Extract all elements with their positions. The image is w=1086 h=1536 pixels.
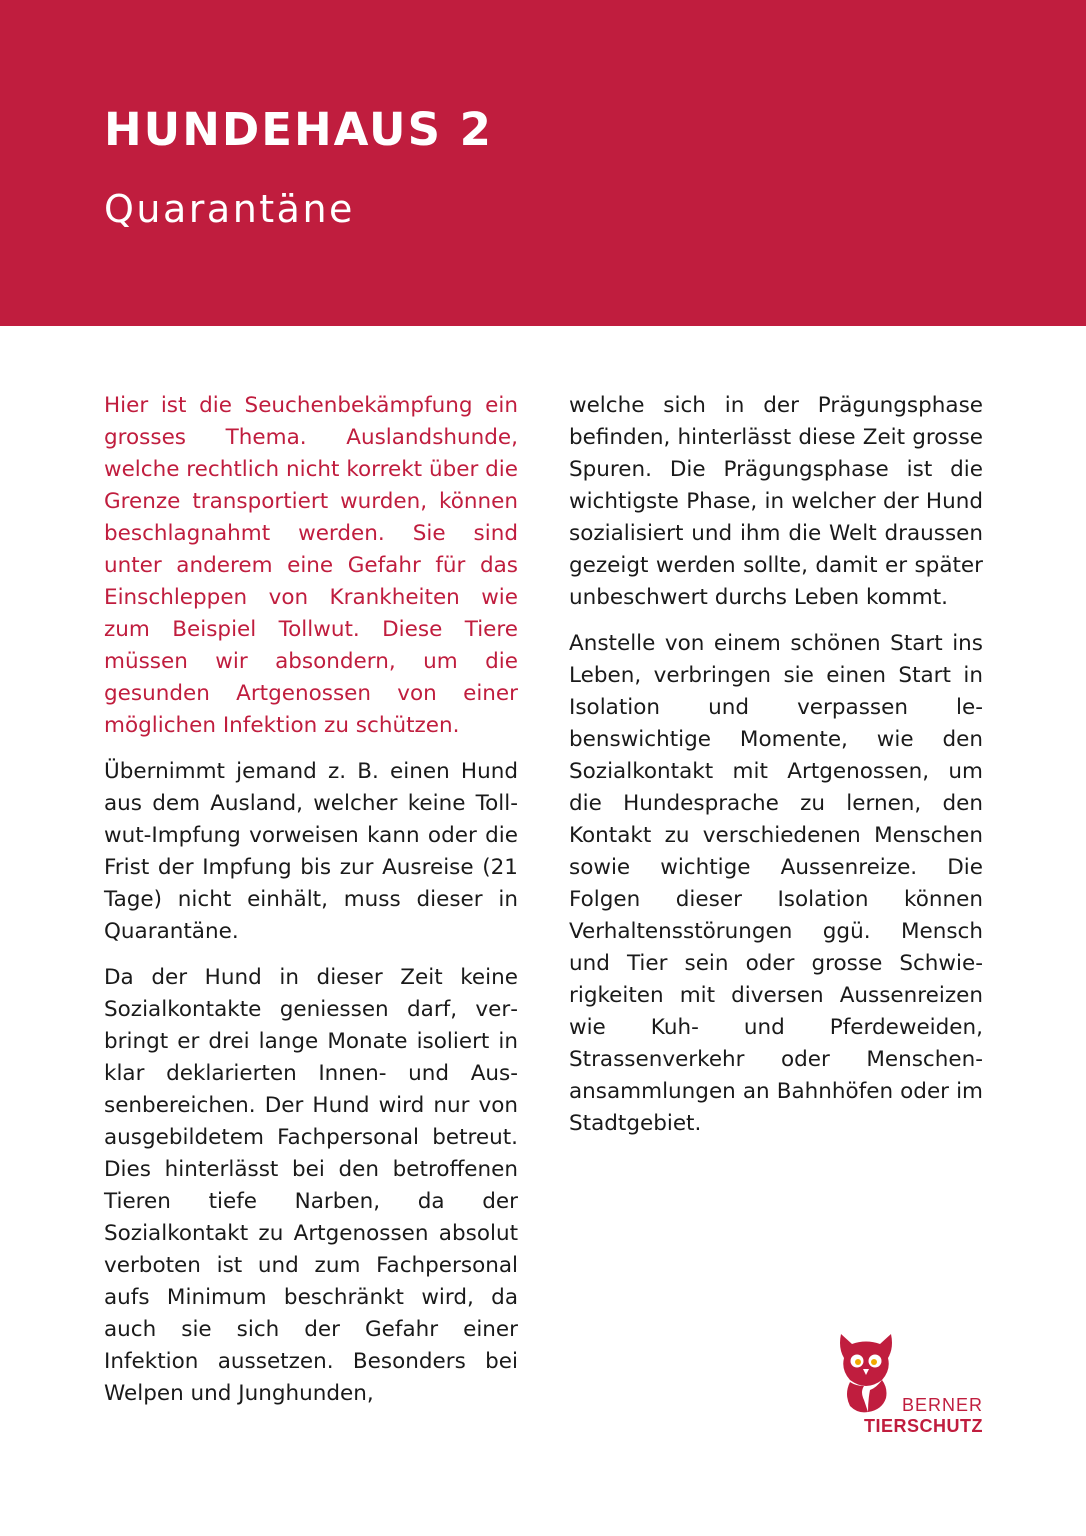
body-paragraph: Anstelle von einem schönen Start ins Leben, verbringen sie einen Start in Isolation und verpassen lebenswichtige Momente, wie den Sozialkontakt mit Artgenossen, um die Hundesprache zu lernen, den Kontakt zu verschiedenen Menschen sowie wichtige Aussenreize. Die Folgen dieser Isolation können Verhaltensstörungen ggü. Mensch und Tier sein oder grosse Schwierigkeiten mit diversen Aussenreizen wie Kuh- und Pferdeweiden, Strassenverkehr oder Menschenansammlungen an Bahnhöfen oder im Stadtgebiet. (569, 631, 983, 1136)
page-subtitle: Quarantäne (104, 187, 355, 231)
page-title: HUNDEHAUS 2 (104, 103, 493, 156)
text-column-left (104, 390, 518, 1424)
logo-text-tierschutz: TIERSCHUTZ (864, 1416, 983, 1436)
body-paragraph: welche sich in der Prägungsphase befinden, hinterlässt diese Zeit grosse Spuren. Die Prägungsphase ist die wichtigste Phase, in welcher der Hund sozialisiert und ihm die Welt draussen gezeigt werden sollte, damit er später unbeschwert durchs Leben kommt. (569, 393, 983, 610)
body-paragraph: Da der Hund in dieser Zeit keine Sozialkontakte geniessen darf, verbringt er drei lange Monate isoliert in klar deklarierten Innen- und Aussenbereichen. Der Hund wird nur von ausgebildetem Fachpersonal betreut. Dies hinterlässt bei den betroffenen Tieren tiefe Narben, da der Sozialkontakt zu Artgenossen absolut verboten ist und zum Fachpersonal aufs Minimum beschränkt wird, da auch sie sich der Gefahr einer Infektion aussetzen. Besonders bei Welpen und Junghunden, (104, 965, 518, 1406)
header-banner (0, 0, 1086, 326)
text-column-right (569, 390, 983, 1154)
berner-tierschutz-logo (834, 1330, 986, 1440)
lead-paragraph: Hier ist die Seuchenbekämpfung ein grosses Thema. Auslandshunde, welche rechtlich nicht korrekt über die Grenze transportiert wurden, können beschlagnahmt werden. Sie sind unter anderem eine Gefahr für das Einschleppen von Krankheiten wie zum Beispiel Tollwut. Diese Tiere müssen wir absondern, um die gesunden Artgenossen von einer möglichen Infektion zu schützen. (104, 393, 518, 738)
body-paragraph: Übernimmt jemand z. B. einen Hund aus dem Ausland, welcher keine Tollwut-Impfung vorweisen kann oder die Frist der Impfung bis zur Ausreise (21 Tage) nicht einhält, muss dieser in Quarantäne. (104, 759, 518, 944)
owl-icon (838, 1330, 894, 1414)
logo-text-berner: BERNER (901, 1395, 983, 1415)
